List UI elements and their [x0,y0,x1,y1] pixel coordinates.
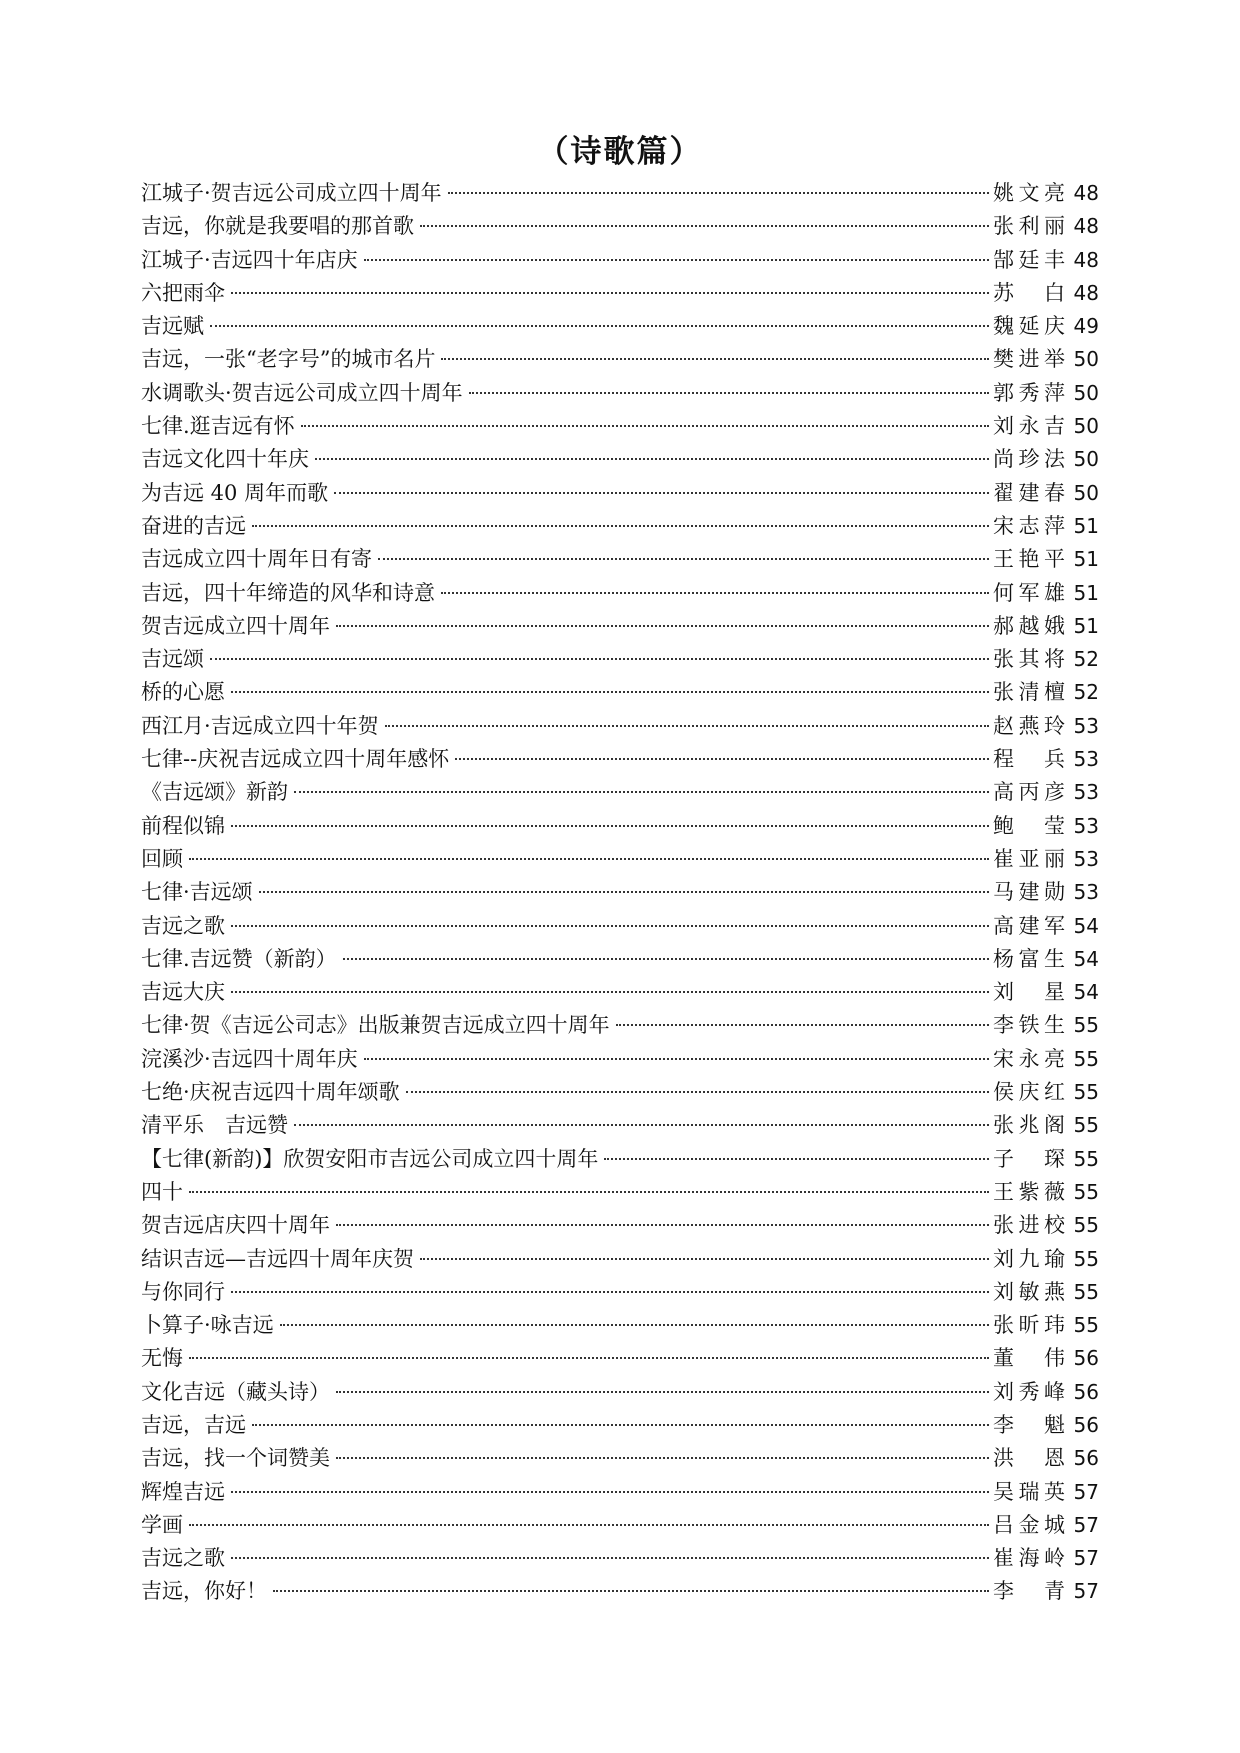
toc-entry [141,676,1099,709]
dot-leader [336,1224,989,1226]
toc-entry-title: 西江月·吉远成立四十年贺 [141,713,379,738]
toc-entry-page-number: 56 [1073,1412,1099,1437]
toc-entry-author: 杨富生 [993,946,1065,971]
toc-entry [141,1109,1099,1142]
toc-entry-title: 奋进的吉远 [141,513,246,538]
toc-entry-author: 张昕玮 [993,1313,1065,1338]
toc-entry [141,1009,1099,1042]
dot-leader [455,758,989,760]
toc-entry-page-number: 48 [1073,181,1099,205]
toc-entry-page-number: 51 [1073,513,1099,538]
dot-leader [336,625,989,627]
dot-leader [273,1590,989,1592]
toc-entry [141,343,1099,376]
section-title: （诗歌篇） [537,134,703,170]
toc-entry-title: 贺吉远成立四十周年 [141,613,330,638]
toc-entry [141,876,1099,909]
toc-entry-page-number: 51 [1073,580,1099,605]
dot-leader [231,1557,989,1559]
toc-entry-title: 吉远文化四十年庆 [141,447,309,472]
toc-entry-page-number: 55 [1073,1080,1099,1105]
toc-entry-author: 程 兵 [993,747,1065,772]
toc-entry-page-number: 48 [1073,247,1099,272]
toc-entry-author: 李 魁 [993,1412,1065,1437]
toc-entry-title: 吉远，你好！ [141,1579,267,1604]
toc-entry-page-number: 56 [1073,1346,1099,1371]
toc-entry-title: 浣溪沙·吉远四十周年庆 [141,1046,358,1071]
dot-leader [231,825,989,827]
toc-entry-title: 吉远之歌 [141,913,225,938]
toc-entry [141,1409,1099,1442]
toc-entry [141,810,1099,843]
dot-leader [441,358,989,360]
dot-leader [231,292,989,294]
toc-entry-author: 魏延庆 [993,314,1065,339]
toc-entry [141,510,1099,543]
toc-entry [141,1442,1099,1475]
toc-entry [141,244,1099,277]
toc-entry-title: 江城子·吉远四十年店庆 [141,247,358,272]
toc-entry-page-number: 55 [1073,1279,1099,1304]
toc-entry-title: 吉远颂 [141,647,204,672]
toc-entry-title: 吉远之歌 [141,1546,225,1571]
dot-leader [231,1491,989,1493]
toc-entry-page-number: 55 [1073,1146,1099,1171]
toc-entry-author: 刘秀峰 [993,1379,1065,1404]
toc-entry-title: 与你同行 [141,1279,225,1304]
toc-entry-title: 《吉远颂》新韵 [141,780,288,805]
dot-leader [231,1291,989,1293]
dot-leader [385,725,989,727]
toc-entry-page-number: 53 [1073,713,1099,738]
toc-entry-page-number: 57 [1073,1546,1099,1571]
toc-entry-author: 刘永吉 [993,414,1065,439]
toc-entry [141,477,1099,510]
dot-leader [252,525,989,527]
toc-entry [141,177,1099,210]
toc-entry-page-number: 55 [1073,1179,1099,1204]
dot-leader [334,492,989,494]
toc-entry-author: 张利丽 [993,214,1065,239]
toc-entry-page-number: 54 [1073,980,1099,1005]
toc-entry-title: 结识吉远—吉远四十周年庆贺 [141,1246,414,1271]
dot-leader [189,1524,989,1526]
toc-entry-page-number: 55 [1073,1113,1099,1138]
toc-entry-author: 王艳平 [993,547,1065,572]
toc-entry [141,1542,1099,1575]
toc-entry [141,1476,1099,1509]
toc-entry [141,743,1099,776]
toc-entry-author: 刘敏燕 [993,1279,1065,1304]
toc-entry [141,610,1099,643]
toc-entry-author: 马建勋 [993,880,1065,905]
toc-entry [141,1509,1099,1542]
toc-entry [141,1575,1099,1608]
toc-entry [141,1176,1099,1209]
toc-entry-page-number: 51 [1073,547,1099,572]
toc-entry [141,910,1099,943]
toc-entry-title: 吉远赋 [141,314,204,339]
toc-entry-title: 七律·吉远颂 [141,880,253,905]
toc-entry-title: 七绝·庆祝吉远四十周年颂歌 [141,1080,400,1105]
toc-entry-author: 张其将 [993,647,1065,672]
toc-entry [141,1376,1099,1409]
toc-entry-author: 高建军 [993,913,1065,938]
toc-entry [141,310,1099,343]
toc-entry-author: 崔亚丽 [993,846,1065,871]
dot-leader [616,1024,989,1026]
toc-entry-title: 清平乐 吉远赞 [141,1113,288,1138]
toc-entry-author: 宋志萍 [993,513,1065,538]
dot-leader [280,1324,989,1326]
dot-leader [315,458,989,460]
toc-entry [141,1243,1099,1276]
toc-entry-page-number: 48 [1073,280,1099,305]
toc-entry-author: 翟建春 [993,480,1065,505]
toc-entry [141,577,1099,610]
toc-entry-author: 何军雄 [993,580,1065,605]
toc-entry [141,976,1099,1009]
toc-entry-page-number: 53 [1073,813,1099,838]
dot-leader [364,1058,989,1060]
toc-entry [141,1342,1099,1375]
dot-leader [343,958,989,960]
toc-entry-page-number: 53 [1073,747,1099,772]
toc-entry-author: 赵燕玲 [993,713,1065,738]
dot-leader [231,991,989,993]
toc-entry-title: 吉远，吉远 [141,1412,246,1437]
toc-entry [141,210,1099,243]
toc-entry-page-number: 52 [1073,680,1099,705]
toc-entry-author: 刘九瑜 [993,1246,1065,1271]
toc-entry [141,643,1099,676]
toc-entry-author: 子 琛 [993,1146,1065,1171]
toc-entry-page-number: 52 [1073,647,1099,672]
dot-leader [448,192,989,194]
dot-leader [189,858,989,860]
dot-leader [604,1158,989,1160]
dot-leader [420,1258,989,1260]
toc-entry-title: 学画 [141,1512,183,1537]
toc-entry-page-number: 54 [1073,913,1099,938]
toc-entry-author: 高丙彦 [993,780,1065,805]
toc-entry-author: 宋永亮 [993,1046,1065,1071]
toc-entry-author: 吕金城 [993,1512,1065,1537]
toc-entry-author: 张进校 [993,1213,1065,1238]
dot-leader [441,592,989,594]
toc-entry [141,1043,1099,1076]
toc-entry-page-number: 55 [1073,1046,1099,1071]
toc-entry-author: 姚文亮 [993,181,1065,205]
dot-leader [294,1124,989,1126]
dot-leader [336,1391,989,1393]
toc-entry [141,776,1099,809]
dot-leader [231,691,989,693]
toc-entry-title: 卜算子·咏吉远 [141,1313,274,1338]
toc-entry [141,377,1099,410]
toc-entry-page-number: 57 [1073,1479,1099,1504]
toc-entry-author: 侯庆红 [993,1080,1065,1105]
toc-entry-title: 回顾 [141,846,183,871]
toc-entry-author: 郝越娥 [993,613,1065,638]
toc-entry-author: 郜廷丰 [993,247,1065,272]
toc-entry-page-number: 53 [1073,846,1099,871]
toc-entry-page-number: 51 [1073,613,1099,638]
toc-entry-author: 董 伟 [993,1346,1065,1371]
dot-leader [364,259,989,261]
toc-entry-title: 七律--庆祝吉远成立四十周年感怀 [141,747,450,772]
toc-entry-author: 樊进举 [993,347,1065,372]
toc-entry-title: 桥的心愿 [141,680,225,705]
toc-entry [141,1209,1099,1242]
dot-leader [189,1357,989,1359]
toc-entry-page-number: 55 [1073,1246,1099,1271]
toc-entry-page-number: 56 [1073,1379,1099,1404]
toc-entry-author: 鲍 莹 [993,813,1065,838]
toc-entry-page-number: 54 [1073,946,1099,971]
dot-leader [252,1424,989,1426]
toc-entry-title: 辉煌吉远 [141,1479,225,1504]
toc-entry-author: 尚珍法 [993,447,1065,472]
toc-entry-author: 李铁生 [993,1013,1065,1038]
toc-entry-author: 吴瑞英 [993,1479,1065,1504]
toc-entry-title: 吉远成立四十周年日有寄 [141,547,372,572]
toc-entry-page-number: 53 [1073,780,1099,805]
toc-entry-author: 崔海岭 [993,1546,1065,1571]
toc-entry-title: 吉远，四十年缔造的风华和诗意 [141,580,435,605]
toc-entry-title: 为吉远 40 周年而歌 [141,480,329,505]
dot-leader [210,325,989,327]
toc-entry [141,710,1099,743]
dot-leader [189,1191,989,1193]
toc-entry-page-number: 53 [1073,880,1099,905]
toc-entry-page-number: 57 [1073,1579,1099,1604]
toc-entry-title: 七律·贺《吉远公司志》出版兼贺吉远成立四十周年 [141,1013,610,1038]
toc-entry-page-number: 48 [1073,214,1099,239]
toc-entry-author: 刘 星 [993,980,1065,1005]
toc-entry-page-number: 50 [1073,480,1099,505]
dot-leader [406,1091,989,1093]
toc-entry-page-number: 50 [1073,347,1099,372]
toc-entry-title: 水调歌头·贺吉远公司成立四十周年 [141,380,463,405]
dot-leader [378,558,989,560]
dot-leader [259,891,989,893]
toc-entry-page-number: 49 [1073,314,1099,339]
toc-entry-title: 吉远，找一个词赞美 [141,1446,330,1471]
dot-leader [336,1457,989,1459]
toc-entry-title: 【七律(新韵)】欣贺安阳市吉远公司成立四十周年 [141,1146,599,1171]
dot-leader [420,225,989,227]
toc-entry-page-number: 50 [1073,380,1099,405]
toc-entry-author: 苏 白 [993,280,1065,305]
toc-entry-author: 王紫薇 [993,1179,1065,1204]
toc-entry [141,543,1099,576]
toc-entry-page-number: 55 [1073,1313,1099,1338]
toc-entry-title: 七律.逛吉远有怀 [141,414,295,439]
dot-leader [469,392,989,394]
toc-entry [141,277,1099,310]
dot-leader [231,925,989,927]
toc-entry-page-number: 55 [1073,1013,1099,1038]
toc-entry-title: 江城子·贺吉远公司成立四十周年 [141,181,442,205]
toc-entry-title: 四十 [141,1179,183,1204]
toc-entry-title: 吉远，你就是我要唱的那首歌 [141,214,414,239]
toc-entry [141,1309,1099,1342]
toc-entry-title: 七律.吉远赞（新韵） [141,946,337,971]
toc-entry-author: 郭秀萍 [993,380,1065,405]
toc-entry-page-number: 50 [1073,414,1099,439]
toc-entry-title: 无悔 [141,1346,183,1371]
toc-entry-author: 李 青 [993,1579,1065,1604]
toc-entry-title: 前程似锦 [141,813,225,838]
toc-entry [141,443,1099,476]
toc-entry [141,1076,1099,1109]
toc-entry-author: 张清檀 [993,680,1065,705]
toc-entry-title: 吉远，一张“老字号”的城市名片 [141,347,436,372]
toc-entry [141,943,1099,976]
toc-entry-title: 吉远大庆 [141,980,225,1005]
toc-entry-author: 洪 恩 [993,1446,1065,1471]
toc-entry-page-number: 50 [1073,447,1099,472]
toc-entry [141,1276,1099,1309]
toc-entry [141,410,1099,443]
toc-entry-page-number: 56 [1073,1446,1099,1471]
dot-leader [210,658,989,660]
table-of-contents [141,177,1099,1609]
toc-entry-page-number: 55 [1073,1213,1099,1238]
dot-leader [301,425,989,427]
toc-entry-title: 文化吉远（藏头诗） [141,1379,330,1404]
toc-entry [141,1143,1099,1176]
dot-leader [294,791,989,793]
toc-entry-title: 六把雨伞 [141,280,225,305]
toc-entry-title: 贺吉远店庆四十周年 [141,1213,330,1238]
toc-entry-page-number: 57 [1073,1512,1099,1537]
toc-entry [141,843,1099,876]
toc-entry-author: 张兆阁 [993,1113,1065,1138]
